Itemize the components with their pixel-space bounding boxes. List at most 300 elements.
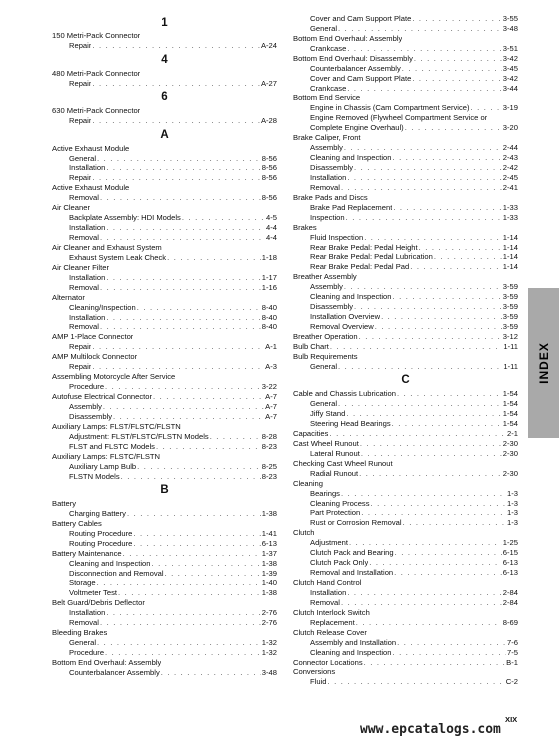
entry-text: Clutch Hand Control (293, 578, 362, 588)
index-subentry (52, 559, 277, 569)
entry-text: Installation (69, 223, 106, 233)
index-heading (293, 94, 518, 104)
dot-leader (369, 558, 502, 568)
page-reference: 3-48 (261, 667, 277, 677)
index-column-left (52, 14, 277, 678)
dot-leader (338, 362, 502, 372)
entry-text: Bottom End Overhaul: Disassembly (293, 53, 413, 63)
dot-leader (100, 618, 261, 628)
entry-text: Cleaning and Inspection (69, 558, 151, 568)
page-reference: 3-51 (502, 43, 518, 53)
entry-text: Brake Caliper, Front (293, 133, 361, 143)
page-reference: 1-32 (261, 648, 277, 658)
page-reference: A-7 (265, 401, 277, 411)
entry-text: Repair (69, 116, 92, 126)
index-subentry (52, 116, 277, 126)
page-reference: 3-59 (502, 282, 518, 292)
page-reference: 7-5 (507, 647, 518, 657)
page-reference: 3-48 (502, 23, 518, 33)
entry-text: Alternator (52, 292, 85, 302)
page-reference: 1-38 (261, 558, 277, 568)
entry-text: Crankcase (310, 83, 347, 93)
entry-text: Radial Runout (310, 468, 359, 478)
page-reference: 6-15 (502, 548, 518, 558)
index-subentry (293, 143, 518, 153)
page-reference: 1-38 (261, 508, 277, 518)
page-reference: 1-17 (261, 272, 277, 282)
index-subentry (52, 529, 277, 539)
entry-text: Bottom End Overhaul: Assembly (52, 657, 162, 667)
index-subentry (293, 568, 518, 578)
entry-text: Counterbalancer Assembly (69, 667, 160, 677)
dot-leader (341, 598, 502, 608)
page-reference: 8-23 (261, 471, 277, 481)
entry-text: Active Exhaust Module (52, 183, 130, 193)
entry-text: Conversions (293, 667, 336, 677)
index-subentry (52, 303, 277, 313)
dot-leader (92, 362, 264, 372)
index-subentry (293, 213, 518, 223)
entry-text: Cleaning (293, 478, 323, 488)
entry-text: 630 Metri-Pack Connector (52, 106, 141, 116)
dot-leader (105, 648, 261, 658)
entry-text: Rear Brake Pedal: Pedal Pad (310, 262, 410, 272)
entry-text: Removal (69, 193, 99, 203)
entry-text: Installation Overview (310, 312, 381, 322)
page-reference: 2-42 (502, 163, 518, 173)
dot-leader (161, 668, 261, 678)
entry-text: Exhaust System Leak Check (69, 252, 167, 262)
dot-leader (106, 608, 260, 618)
dot-leader (414, 54, 502, 64)
index-heading (293, 668, 518, 678)
dot-leader (137, 462, 261, 472)
index-subentry (52, 154, 277, 164)
dot-leader (92, 173, 260, 183)
index-subentry (293, 419, 518, 429)
dot-leader (118, 588, 261, 598)
page-reference: 8-40 (261, 302, 277, 312)
entry-text: Assembly (310, 282, 343, 292)
dot-leader (338, 399, 502, 409)
dot-leader (151, 559, 260, 569)
section-letter: 1 (161, 16, 168, 29)
index-subentry (293, 499, 518, 509)
page-reference: 1-14 (502, 262, 518, 272)
index-subentry (52, 539, 277, 549)
dot-leader (412, 14, 501, 24)
entry-text: Auxiliary Lamp Bulb (69, 461, 137, 471)
index-subentry (52, 648, 277, 658)
index-heading (52, 598, 277, 608)
index-subentry (293, 648, 518, 658)
watermark: www.epcatalogs.com (360, 722, 501, 737)
entry-text: Cover and Cam Support Plate (310, 13, 412, 23)
page-reference: 2-84 (502, 587, 518, 597)
page-reference: 8-23 (261, 441, 277, 451)
entry-text: Breather Assembly (293, 272, 357, 282)
entry-text: Cleaning and Inspection (310, 647, 392, 657)
entry-text: Rear Brake Pedal: Pedal Lubrication (310, 252, 433, 262)
index-subentry (52, 173, 277, 183)
entry-text: Assembly (310, 143, 343, 153)
page-reference: A-7 (265, 411, 277, 421)
index-subentry (293, 183, 518, 193)
page-reference: 1-41 (261, 528, 277, 538)
dot-leader (92, 79, 260, 89)
dot-leader (327, 677, 504, 687)
entry-text: Steering Head Bearings (310, 419, 391, 429)
index-subentry (293, 262, 518, 272)
dot-leader (397, 389, 502, 399)
page-reference: 3-59 (502, 302, 518, 312)
entry-text: Bleeding Brakes (52, 628, 108, 638)
dot-leader (106, 163, 260, 173)
index-heading (293, 479, 518, 489)
index-subentry (293, 548, 518, 558)
index-subentry (293, 302, 518, 312)
index-subentry (52, 462, 277, 472)
entry-text: Installation (310, 172, 347, 182)
dot-leader (392, 419, 502, 429)
page-reference: 2-30 (502, 438, 518, 448)
index-subentry (52, 382, 277, 392)
entry-text: Inspection (310, 212, 345, 222)
index-heading (52, 452, 277, 462)
entry-text: Removal and Installation (310, 568, 394, 578)
page-reference: 6-13 (502, 558, 518, 568)
page-reference: 2-84 (502, 597, 518, 607)
dot-leader (364, 658, 506, 668)
entry-text: 480 Metri-Pack Connector (52, 68, 141, 78)
entry-text: Removal (69, 282, 99, 292)
dot-leader (359, 332, 502, 342)
dot-leader (103, 402, 264, 412)
dot-leader (123, 549, 261, 559)
section-letter: B (160, 484, 169, 496)
dot-leader (153, 392, 264, 402)
page-reference: 1-14 (502, 232, 518, 242)
entry-text: Battery Cables (52, 518, 102, 528)
dot-leader (113, 412, 264, 422)
entry-text: Installation (69, 608, 106, 618)
entry-text: AMP Multilock Connector (52, 352, 138, 362)
dot-leader (97, 154, 261, 164)
entry-text: Replacement (310, 617, 355, 627)
dot-leader (329, 429, 506, 439)
index-subentry (52, 253, 277, 263)
page-reference: 1-14 (502, 252, 518, 262)
dot-leader (393, 203, 501, 213)
entry-text: Cleaning Process (310, 498, 370, 508)
index-subentry (293, 64, 518, 74)
page-reference: 1-11 (503, 341, 518, 351)
page-reference: A-1 (265, 342, 277, 352)
index-heading (293, 34, 518, 44)
index-heading (293, 578, 518, 588)
index-subentry (52, 472, 277, 482)
entry-text: Clutch Release Cover (293, 627, 367, 637)
page-reference: 6-13 (502, 568, 518, 578)
dot-leader (344, 143, 502, 153)
entry-text: Installation (69, 312, 106, 322)
dot-leader (165, 569, 261, 579)
entry-text: Repair (69, 41, 92, 51)
entry-text: Repair (69, 173, 92, 183)
dot-leader (412, 74, 501, 84)
index-subentry (52, 432, 277, 442)
index-heading (52, 32, 277, 42)
page-reference: 2-1 (507, 428, 518, 438)
entry-text: Storage (69, 578, 96, 588)
entry-text: Battery Maintenance (52, 548, 122, 558)
index-subentry (293, 44, 518, 54)
index-subentry (293, 103, 518, 113)
index-subentry (293, 449, 518, 459)
entry-text: Breather Operation (293, 331, 358, 341)
page-reference: 3-59 (502, 312, 518, 322)
page-reference: 3-45 (502, 63, 518, 73)
page-reference: 1-33 (502, 212, 518, 222)
entry-text: Procedure (69, 382, 105, 392)
index-subentry (52, 164, 277, 174)
dot-leader (127, 509, 261, 519)
entry-text: Assembling Motorcycle After Service (52, 372, 176, 382)
dot-leader (394, 568, 502, 578)
dot-leader (360, 439, 502, 449)
entry-text: Assembly (69, 401, 102, 411)
index-subentry (293, 558, 518, 568)
dot-leader (156, 442, 261, 452)
dot-leader (392, 292, 501, 302)
entry-text: Removal (310, 597, 340, 607)
entry-text: Voltmeter Test (69, 588, 117, 598)
index-heading (293, 658, 518, 668)
index-heading (52, 203, 277, 213)
entry-text: Adjustment (310, 538, 348, 548)
page-reference: 1-11 (503, 361, 518, 371)
section-letter: C (401, 374, 410, 387)
index-subentry (52, 362, 277, 372)
page-reference: 2-30 (502, 448, 518, 458)
dot-leader (349, 538, 502, 548)
page-reference: 1-16 (261, 282, 277, 292)
entry-text: Rear Brake Pedal: Pedal Height (310, 242, 418, 252)
page-reference: C-2 (505, 677, 518, 687)
page-reference: 1-25 (502, 538, 518, 548)
index-heading (293, 54, 518, 64)
index-heading (293, 528, 518, 538)
page-reference: 6-13 (261, 538, 277, 548)
index-heading (293, 332, 518, 342)
page-reference: 1-40 (261, 578, 277, 588)
index-subentry (52, 283, 277, 293)
index-subentry (52, 569, 277, 579)
page-reference: 8-56 (261, 153, 277, 163)
entry-text: Checking Cast Wheel Runout (293, 458, 393, 468)
index-heading (52, 372, 277, 382)
page-reference: 3-44 (502, 83, 518, 93)
dot-leader (375, 322, 502, 332)
page-reference: 3-19 (502, 103, 518, 113)
page-reference: 8-56 (261, 163, 277, 173)
entry-text: Disconnection and Removal (69, 568, 164, 578)
entry-text: Repair (69, 78, 92, 88)
entry-text: General (69, 638, 97, 648)
entry-text: Crankcase (310, 43, 347, 53)
index-subentry (293, 74, 518, 84)
entry-text: General (310, 23, 338, 33)
page-reference: B-1 (506, 657, 518, 667)
page-reference: 1-54 (502, 389, 518, 399)
page-reference: 2-30 (502, 468, 518, 478)
page-reference: 1-32 (261, 638, 277, 648)
dot-leader (341, 183, 502, 193)
dot-leader (392, 648, 506, 658)
entry-text: Removal (69, 233, 99, 243)
page-reference: 3-42 (502, 73, 518, 83)
entry-text: Cleaning/Inspection (69, 302, 136, 312)
entry-text: Autofuse Electrical Connector (52, 392, 153, 402)
index-subentry (293, 153, 518, 163)
index-subentry (293, 14, 518, 24)
index-heading (52, 263, 277, 273)
index-subentry (293, 509, 518, 519)
index-subentry (293, 312, 518, 322)
index-column-right (293, 14, 518, 687)
entry-text: Air Cleaner and Exhaust System (52, 242, 162, 252)
entry-text: Bottom End Overhaul: Assembly (293, 33, 403, 43)
index-subentry (52, 638, 277, 648)
entry-text: Rust or Corrosion Removal (310, 518, 402, 528)
dot-leader (364, 233, 502, 243)
dot-leader (471, 103, 502, 113)
index-heading (52, 519, 277, 529)
index-subentry (293, 409, 518, 419)
page-reference: 3-59 (502, 322, 518, 332)
index-subentry (293, 322, 518, 332)
page-reference: A-3 (265, 362, 277, 372)
index-subentry (293, 538, 518, 548)
index-subentry (293, 362, 518, 372)
dot-leader (347, 588, 501, 598)
entry-text: Fluid (310, 677, 327, 687)
dot-leader (419, 243, 502, 253)
index-subentry (293, 638, 518, 648)
page-reference: 3-55 (502, 13, 518, 23)
index-heading (293, 223, 518, 233)
dot-leader (100, 193, 261, 203)
entry-text: Capacities (293, 428, 329, 438)
dot-leader (97, 578, 261, 588)
dot-leader (182, 213, 265, 223)
entry-text: Part Protection (310, 508, 361, 518)
page-reference: A-28 (260, 116, 277, 126)
page-reference: 8-56 (261, 173, 277, 183)
index-subentry (52, 402, 277, 412)
index-subentry (293, 203, 518, 213)
entry-text: Lateral Runout (310, 448, 360, 458)
entry-text: Removal Overview (310, 322, 374, 332)
dot-leader (410, 262, 502, 272)
dot-leader (133, 539, 260, 549)
index-subentry (52, 618, 277, 628)
entry-text: Bearings (310, 488, 340, 498)
dot-leader (92, 342, 264, 352)
page-reference: 1-54 (502, 399, 518, 409)
dot-leader (92, 116, 260, 126)
page-reference: 8-40 (261, 322, 277, 332)
dot-leader (167, 253, 261, 263)
dot-leader (347, 173, 501, 183)
page-reference: 3-12 (502, 331, 518, 341)
index-subentry (293, 618, 518, 628)
entry-text: Engine in Chassis (Cam Compartment Service) (310, 103, 470, 113)
page-reference: 2-43 (502, 153, 518, 163)
dot-leader (347, 84, 502, 94)
index-heading (52, 69, 277, 79)
entry-text: Installation (69, 272, 106, 282)
dot-leader (395, 548, 502, 558)
entry-text: Cover and Cam Support Plate (310, 73, 412, 83)
index-subentry (293, 598, 518, 608)
index-subentry (52, 313, 277, 323)
entry-text: Bulb Chart (293, 341, 329, 351)
index-subentry (293, 588, 518, 598)
index-subentry (52, 273, 277, 283)
page-reference: 1-38 (261, 588, 277, 598)
section-letter: A (160, 128, 169, 141)
page-reference: 8-25 (261, 461, 277, 471)
entry-text: Connector Locations (293, 657, 363, 667)
index-subentry (52, 588, 277, 598)
index-subentry (293, 113, 518, 123)
entry-text: Disassembly (69, 411, 113, 421)
dot-leader (137, 303, 261, 313)
entry-text: Installation (69, 163, 106, 173)
dot-leader (403, 518, 506, 528)
index-heading (52, 183, 277, 193)
entry-text: Clutch Pack Only (310, 558, 369, 568)
dot-leader (356, 618, 502, 628)
page-reference: A-27 (260, 78, 277, 88)
entry-text: Routing Procedure (69, 538, 133, 548)
entry-text: General (310, 399, 338, 409)
dot-leader (330, 342, 502, 352)
index-subentry (293, 233, 518, 243)
index-subentry (293, 84, 518, 94)
entry-text: Jiffy Stand (310, 409, 346, 419)
page-reference: 1-37 (261, 548, 277, 558)
index-subentry (52, 213, 277, 223)
page-reference: 8-40 (261, 312, 277, 322)
dot-leader (106, 313, 260, 323)
entry-text: Procedure (69, 648, 105, 658)
dot-leader (346, 213, 502, 223)
dot-leader (371, 499, 507, 509)
index-heading (293, 352, 518, 362)
dot-leader (405, 123, 502, 133)
dot-leader (361, 449, 502, 459)
entry-text: Engine Removed (Flywheel Compartment Service or (310, 113, 488, 123)
page-reference: 2-44 (502, 143, 518, 153)
page-reference: 7-6 (507, 637, 518, 647)
entry-text: Active Exhaust Module (52, 143, 130, 153)
dot-leader (133, 529, 260, 539)
dot-leader (100, 283, 261, 293)
entry-text: Fluid Inspection (310, 232, 364, 242)
entry-text: Cable and Chassis Lubrication (293, 389, 396, 399)
